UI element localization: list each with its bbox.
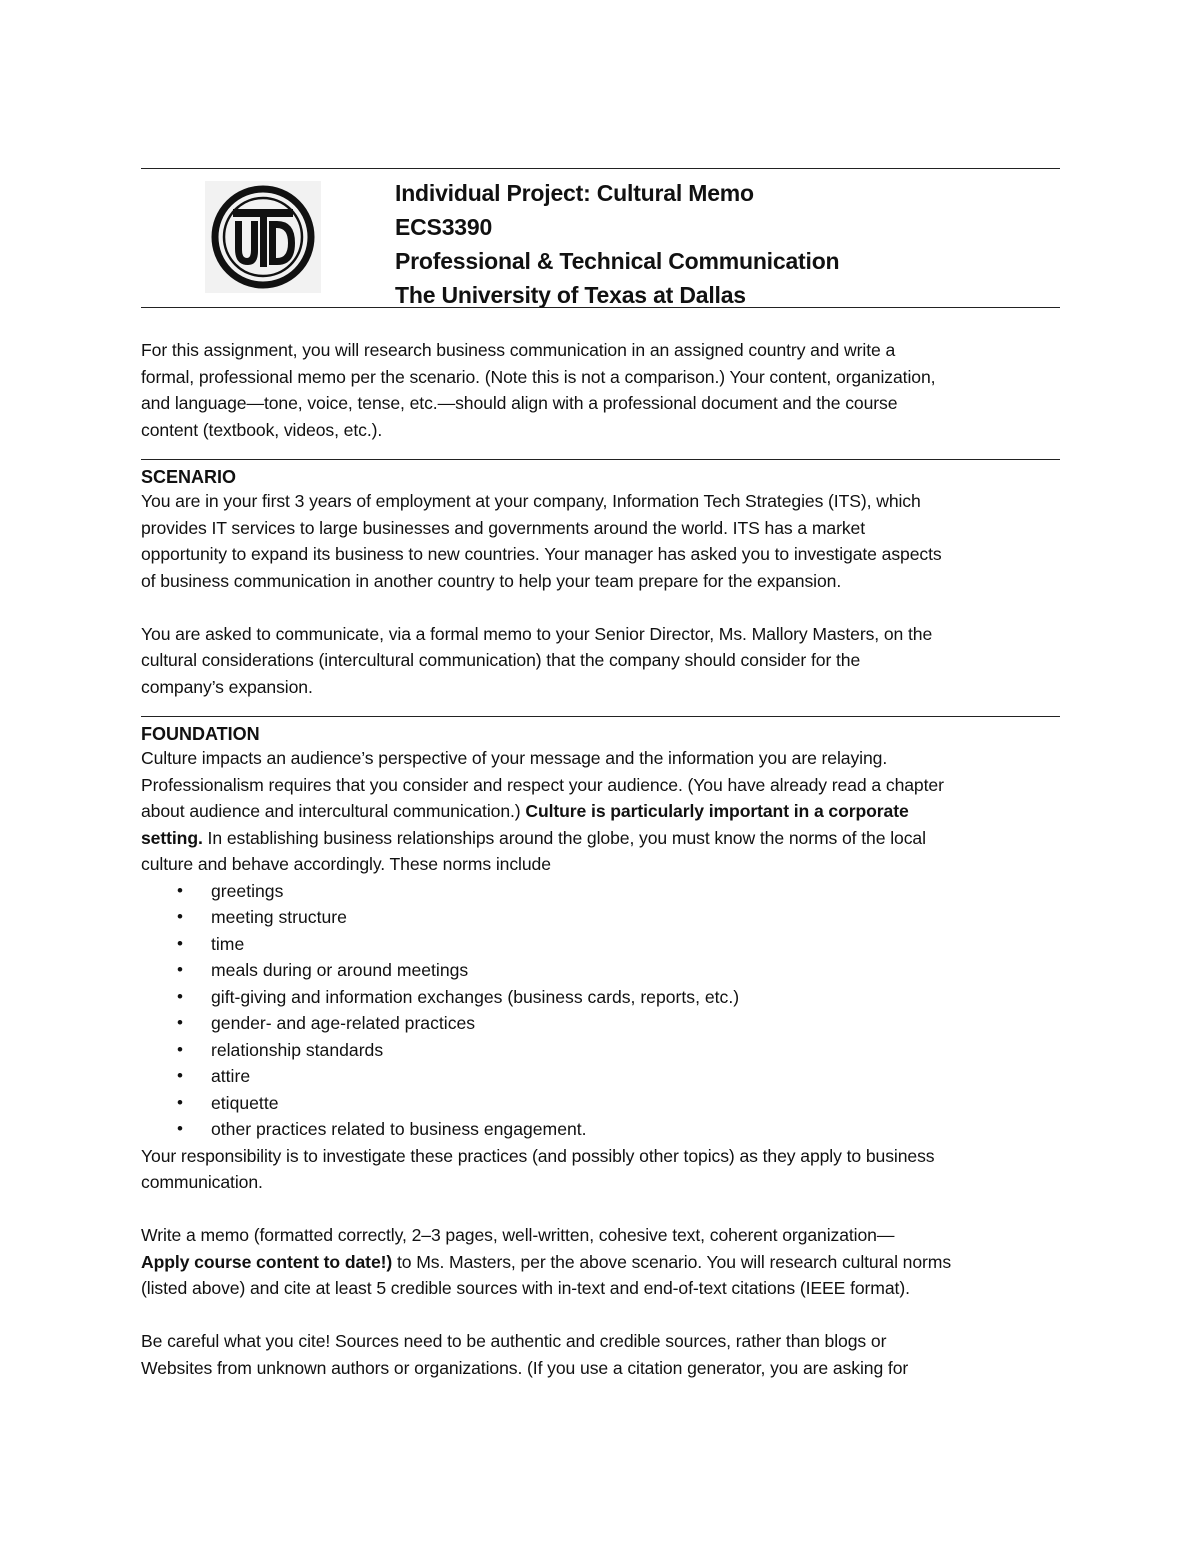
foundation-section [141,719,1060,1381]
norm-label: gender- and age-related practices [211,1013,476,1033]
list-item [141,1090,1060,1117]
list-item [141,878,1060,905]
scenario-line: cultural considerations (intercultural communication) that the company should consider for the [141,650,861,670]
foundation-text: In establishing business relationships around the globe, you must know the norms of the local [202,827,926,848]
list-item [141,1010,1060,1037]
intro-line: content (textbook, videos, etc.). [141,419,383,440]
bullet-icon: • [177,986,183,1006]
foundation-text: about audience and intercultural communication.) [141,801,526,821]
document-page [141,168,1060,1381]
foundation-line: culture and behave accordingly. These norms include [141,854,551,874]
norm-label: other practices related to business engagement. [211,1119,587,1139]
foundation-line: Culture impacts an audience’s perspective of your message and the information you are relaying. [141,748,888,768]
foundation-line: Professionalism requires that you consider and respect your audience. (You have already read a chapter [141,774,944,795]
scenario-line: company’s expansion. [141,676,313,697]
bullet-icon: • [177,1119,183,1138]
course-name: Professional & Technical Communication [395,248,840,274]
norm-label: meeting structure [211,907,347,927]
course-code: ECS3390 [395,214,493,240]
scenario-paragraph-1 [141,488,1060,594]
foundation-line: communication. [141,1172,263,1192]
bullet-icon: • [177,1039,183,1059]
norm-label: gift-giving and information exchanges (business cards, reports, etc.) [211,986,740,1007]
intro-line: For this assignment, you will research business communication in an assigned country and write a [141,340,896,360]
foundation-heading: FOUNDATION [141,724,260,744]
bullet-icon: • [177,907,183,926]
memo-instructions-line [141,1249,1060,1276]
list-item [141,957,1060,984]
citation-warning-line: Websites from unknown authors or organizations. (If you use a citation generator, you are asking for [141,1357,909,1378]
memo-instructions-line: (listed above) and cite at least 5 credible sources with in-text and end-of-text citations (IEEE format). [141,1278,910,1298]
memo-instructions-line: Write a memo (formatted correctly, 2–3 pages, well-written, cohesive text, coherent organization— [141,1225,895,1245]
citation-warning-line: Be careful what you cite! Sources need to be authentic and credible sources, rather than blogs or [141,1331,887,1351]
bullet-icon: • [177,1013,183,1032]
bullet-icon: • [177,1066,183,1085]
list-item [141,1116,1060,1143]
norm-label: relationship standards [211,1039,384,1060]
utd-logo [205,181,321,293]
list-item [141,1063,1060,1090]
scenario-line: opportunity to expand its business to new countries. Your manager has asked you to investigate aspects [141,544,942,564]
foundation-line [141,825,1060,852]
document-header [141,169,1060,307]
list-item [141,1037,1060,1064]
norm-label: time [211,933,245,954]
emphasis-text: Apply course content to date!) [141,1251,393,1272]
intro-line: and language—tone, voice, tense, etc.—should align with a professional document and the course [141,393,898,413]
norm-label: attire [211,1066,251,1086]
bullet-icon: • [177,880,183,900]
intro-line: formal, professional memo per the scenario. (Note this is not a comparison.) Your content, organization, [141,366,936,387]
memo-text: to Ms. Masters, per the above scenario. You will research cultural norms [392,1251,952,1272]
list-item [141,931,1060,958]
scenario-line: You are asked to communicate, via a formal memo to your Senior Director, Ms. Mallory Masters, on the [141,623,933,644]
project-title: Individual Project: Cultural Memo [395,180,754,206]
foundation-line [141,798,1060,825]
university-name: The University of Texas at Dallas [395,282,746,308]
norm-label: etiquette [211,1092,279,1113]
norms-list [141,878,1060,1143]
emphasis-text: Culture is particularly important in a corporate [525,801,909,821]
intro-paragraph [141,337,1060,443]
scenario-rule [141,459,1060,460]
scenario-line: provides IT services to large businesses and governments around the world. ITS has a market [141,517,866,538]
emphasis-text: setting. [141,827,203,848]
bullet-icon: • [177,960,183,979]
bullet-icon: • [177,933,183,953]
scenario-section [141,462,1060,700]
scenario-heading: SCENARIO [141,467,237,487]
list-item [141,984,1060,1011]
list-item [141,904,1060,931]
bullet-icon: • [177,1092,183,1112]
foundation-line: Your responsibility is to investigate these practices (and possibly other topics) as they apply to business [141,1145,935,1166]
foundation-rule [141,716,1060,717]
header-title-block [395,176,839,312]
norm-label: greetings [211,880,284,901]
scenario-line: of business communication in another country to help your team prepare for the expansion. [141,570,842,591]
scenario-paragraph-2 [141,621,1060,701]
norm-label: meals during or around meetings [211,960,469,980]
scenario-line: You are in your first 3 years of employment at your company, Information Tech Strategies (ITS), which [141,491,921,511]
